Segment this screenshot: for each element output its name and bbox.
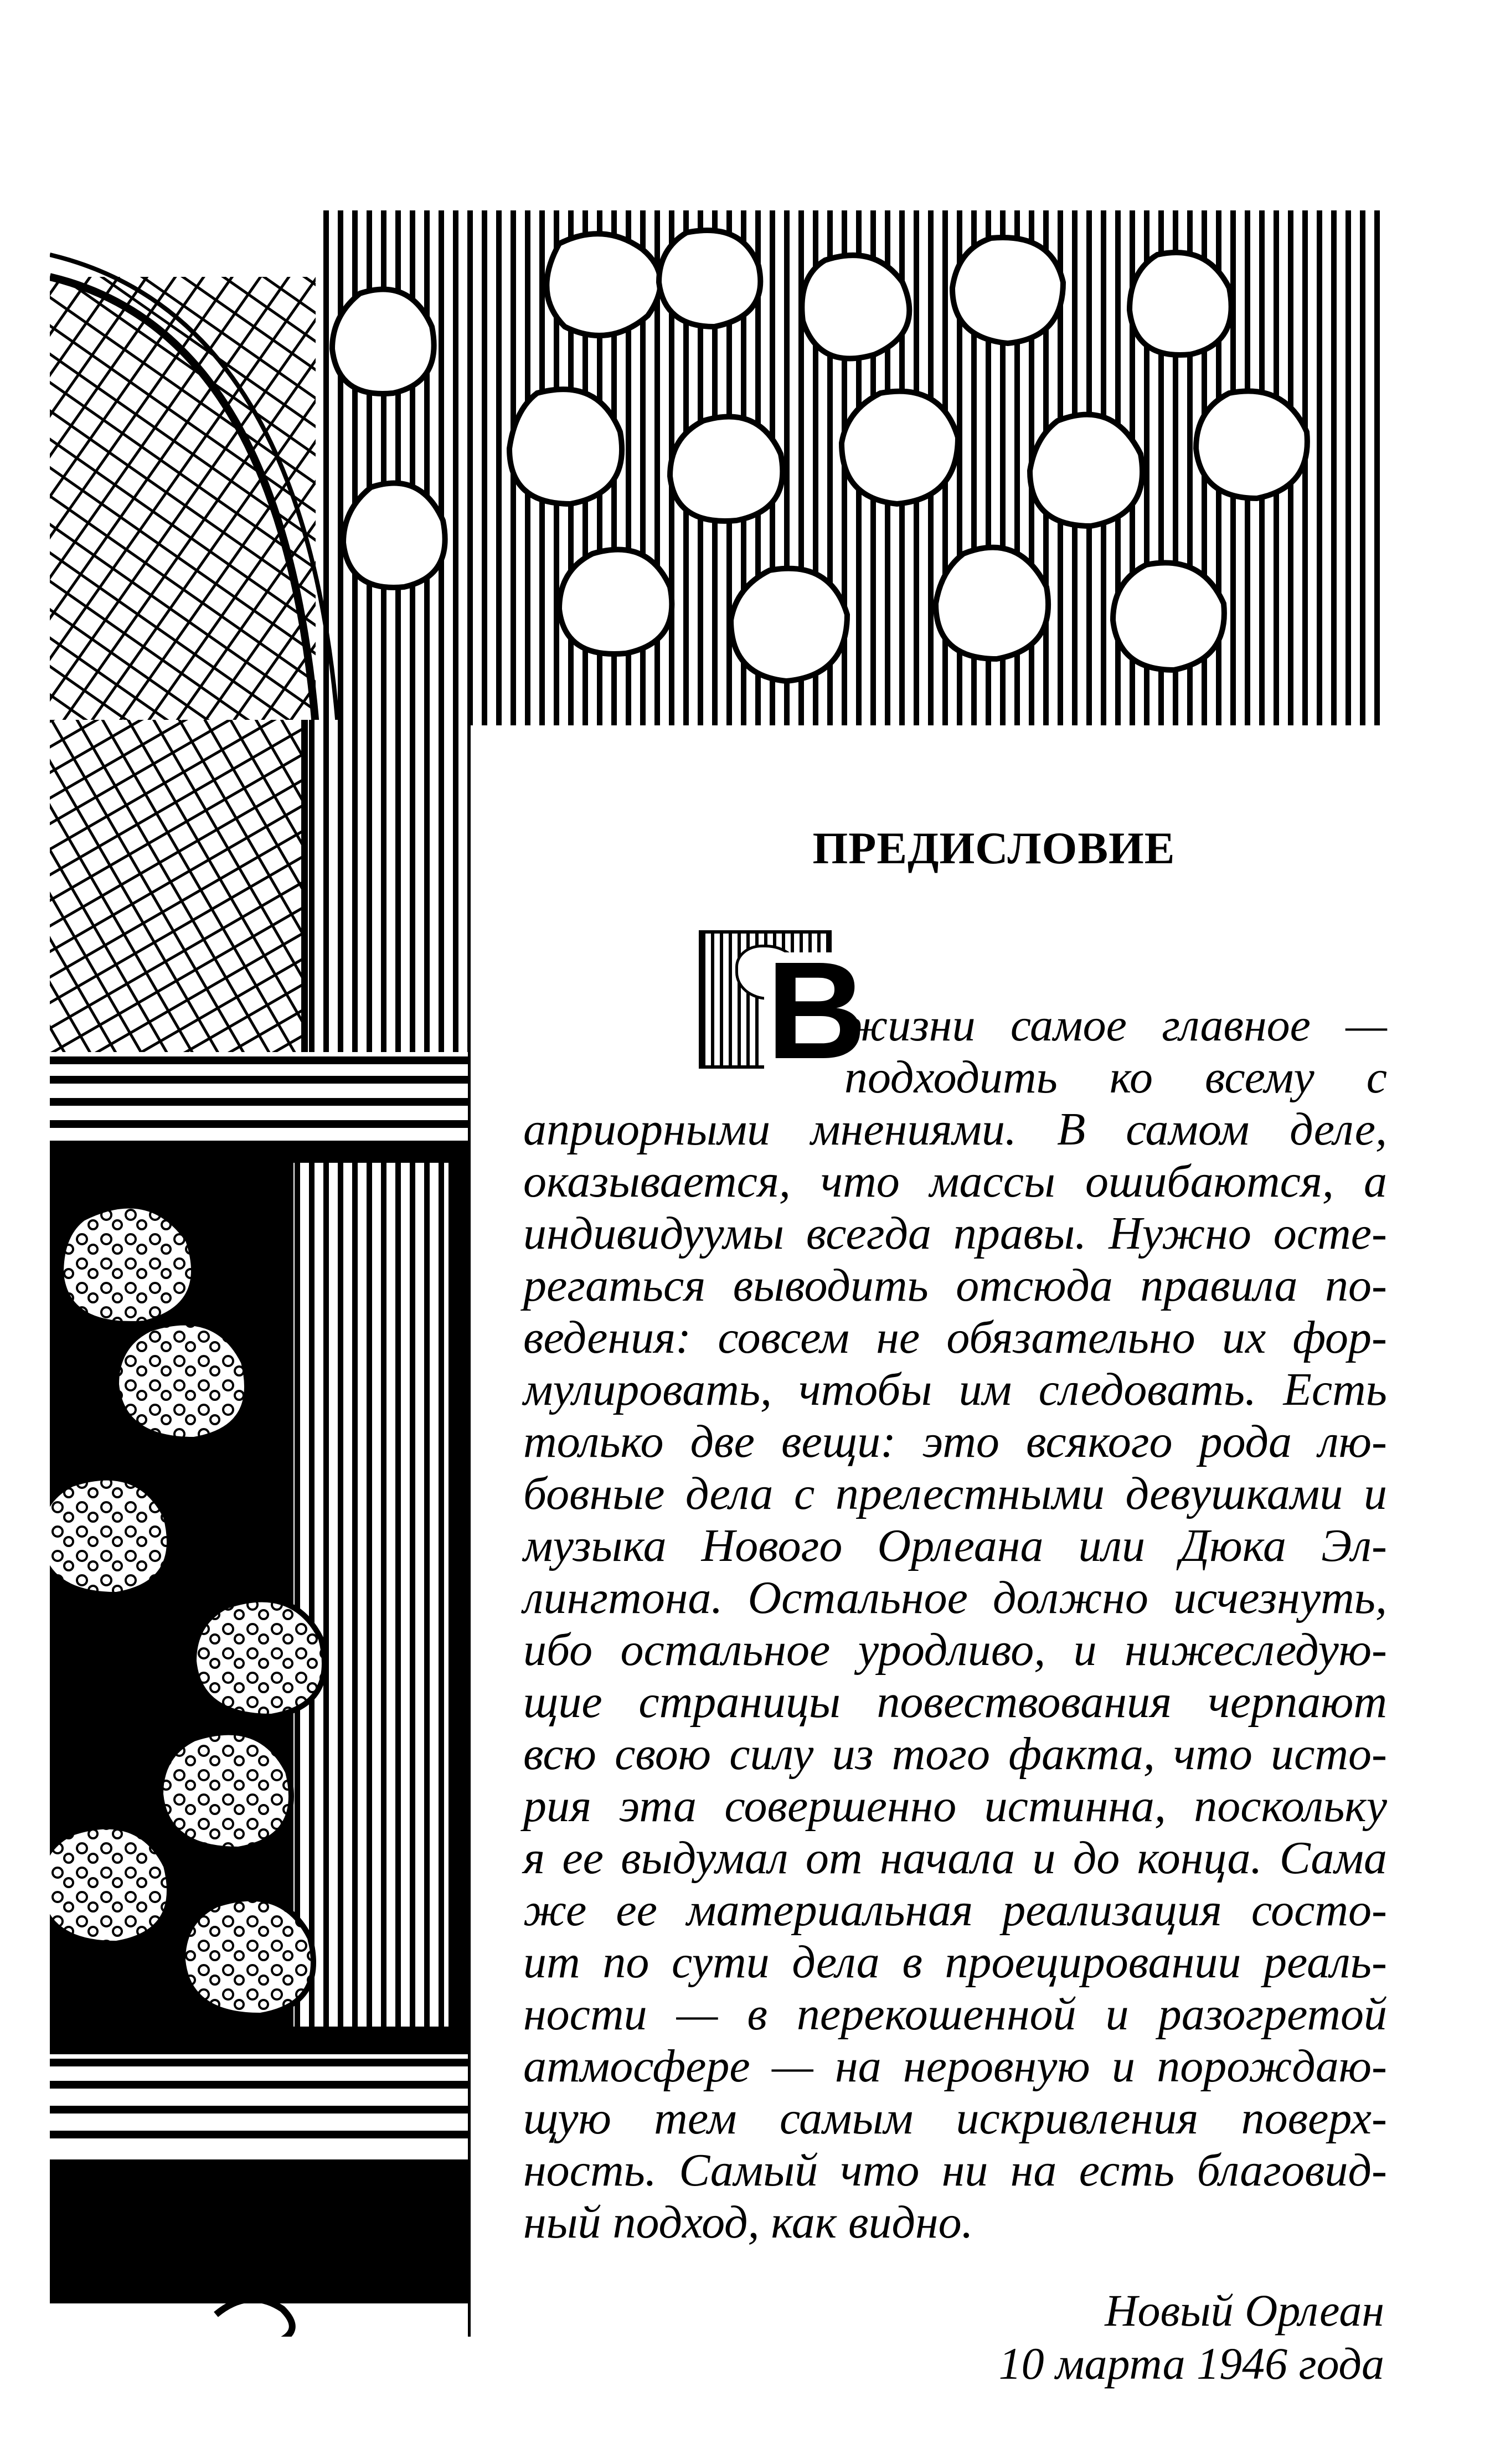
text-line: априорными мнениями. В самом деле, [523, 1104, 1387, 1155]
text-line: я ее выдумал от начала и до конца. Сама [523, 1832, 1387, 1884]
text-line: мулировать, чтобы им следовать. Есть [523, 1364, 1387, 1415]
text-line: ведения: совсем не обязательно их фор- [523, 1312, 1387, 1363]
text-line: рия эта совершенно истинна, поскольку [523, 1780, 1387, 1832]
text-line: же ее материальная реализация состо- [523, 1884, 1387, 1936]
page-title: ПРЕДИСЛОВИЕ [812, 823, 1176, 873]
signature-place: Новый Орлеан [1105, 2285, 1384, 2336]
frame-left-illustration [50, 720, 471, 2337]
text-line: всю свою силу из того факта, что исто- [523, 1728, 1387, 1780]
text-line: индивидуумы всегда правы. Нужно осте- [523, 1208, 1387, 1259]
text-line: жизни самое главное — [844, 999, 1387, 1051]
text-line: лингтона. Остальное должно исчезнуть, [523, 1572, 1387, 1623]
text-line: оказывается, что массы ошибаются, а [523, 1156, 1387, 1207]
text-line: ный подход, как видно. [523, 2197, 973, 2248]
decorative-frame-top [50, 210, 1384, 725]
signature [999, 2284, 1384, 2390]
text-line: бовные дела с прелестными девушками и [523, 1468, 1387, 1519]
text-line: ность. Самый что ни на есть благовид- [523, 2145, 1387, 2196]
text-line: ности — в перекошенной и разогретой [523, 1988, 1387, 2040]
text-line: регаться выводить отсюда правила по- [523, 1260, 1387, 1311]
text-line: ит по сути дела в проецировании реаль- [523, 1936, 1387, 1988]
decorative-frame-left [50, 720, 471, 2337]
text-line: щие страницы повествования черпают [523, 1676, 1387, 1728]
frame-top-illustration [50, 210, 1384, 725]
preface-text [523, 999, 1387, 2249]
text-line: музыка Нового Орлеана или Дюка Эл- [523, 1520, 1387, 1571]
drop-cap-letter: В [764, 952, 869, 1069]
text-line: щую тем самым искривления поверх- [523, 2092, 1387, 2144]
text-line: атмосфере — на неровную и порождаю- [523, 2040, 1387, 2092]
text-line: подходить ко всему с [844, 1051, 1387, 1103]
text-line: только две вещи: это всякого рода лю- [523, 1416, 1387, 1467]
signature-date: 10 марта 1946 года [998, 2338, 1384, 2389]
text-line: ибо остальное уродливо, и нижеследую- [523, 1624, 1387, 1676]
